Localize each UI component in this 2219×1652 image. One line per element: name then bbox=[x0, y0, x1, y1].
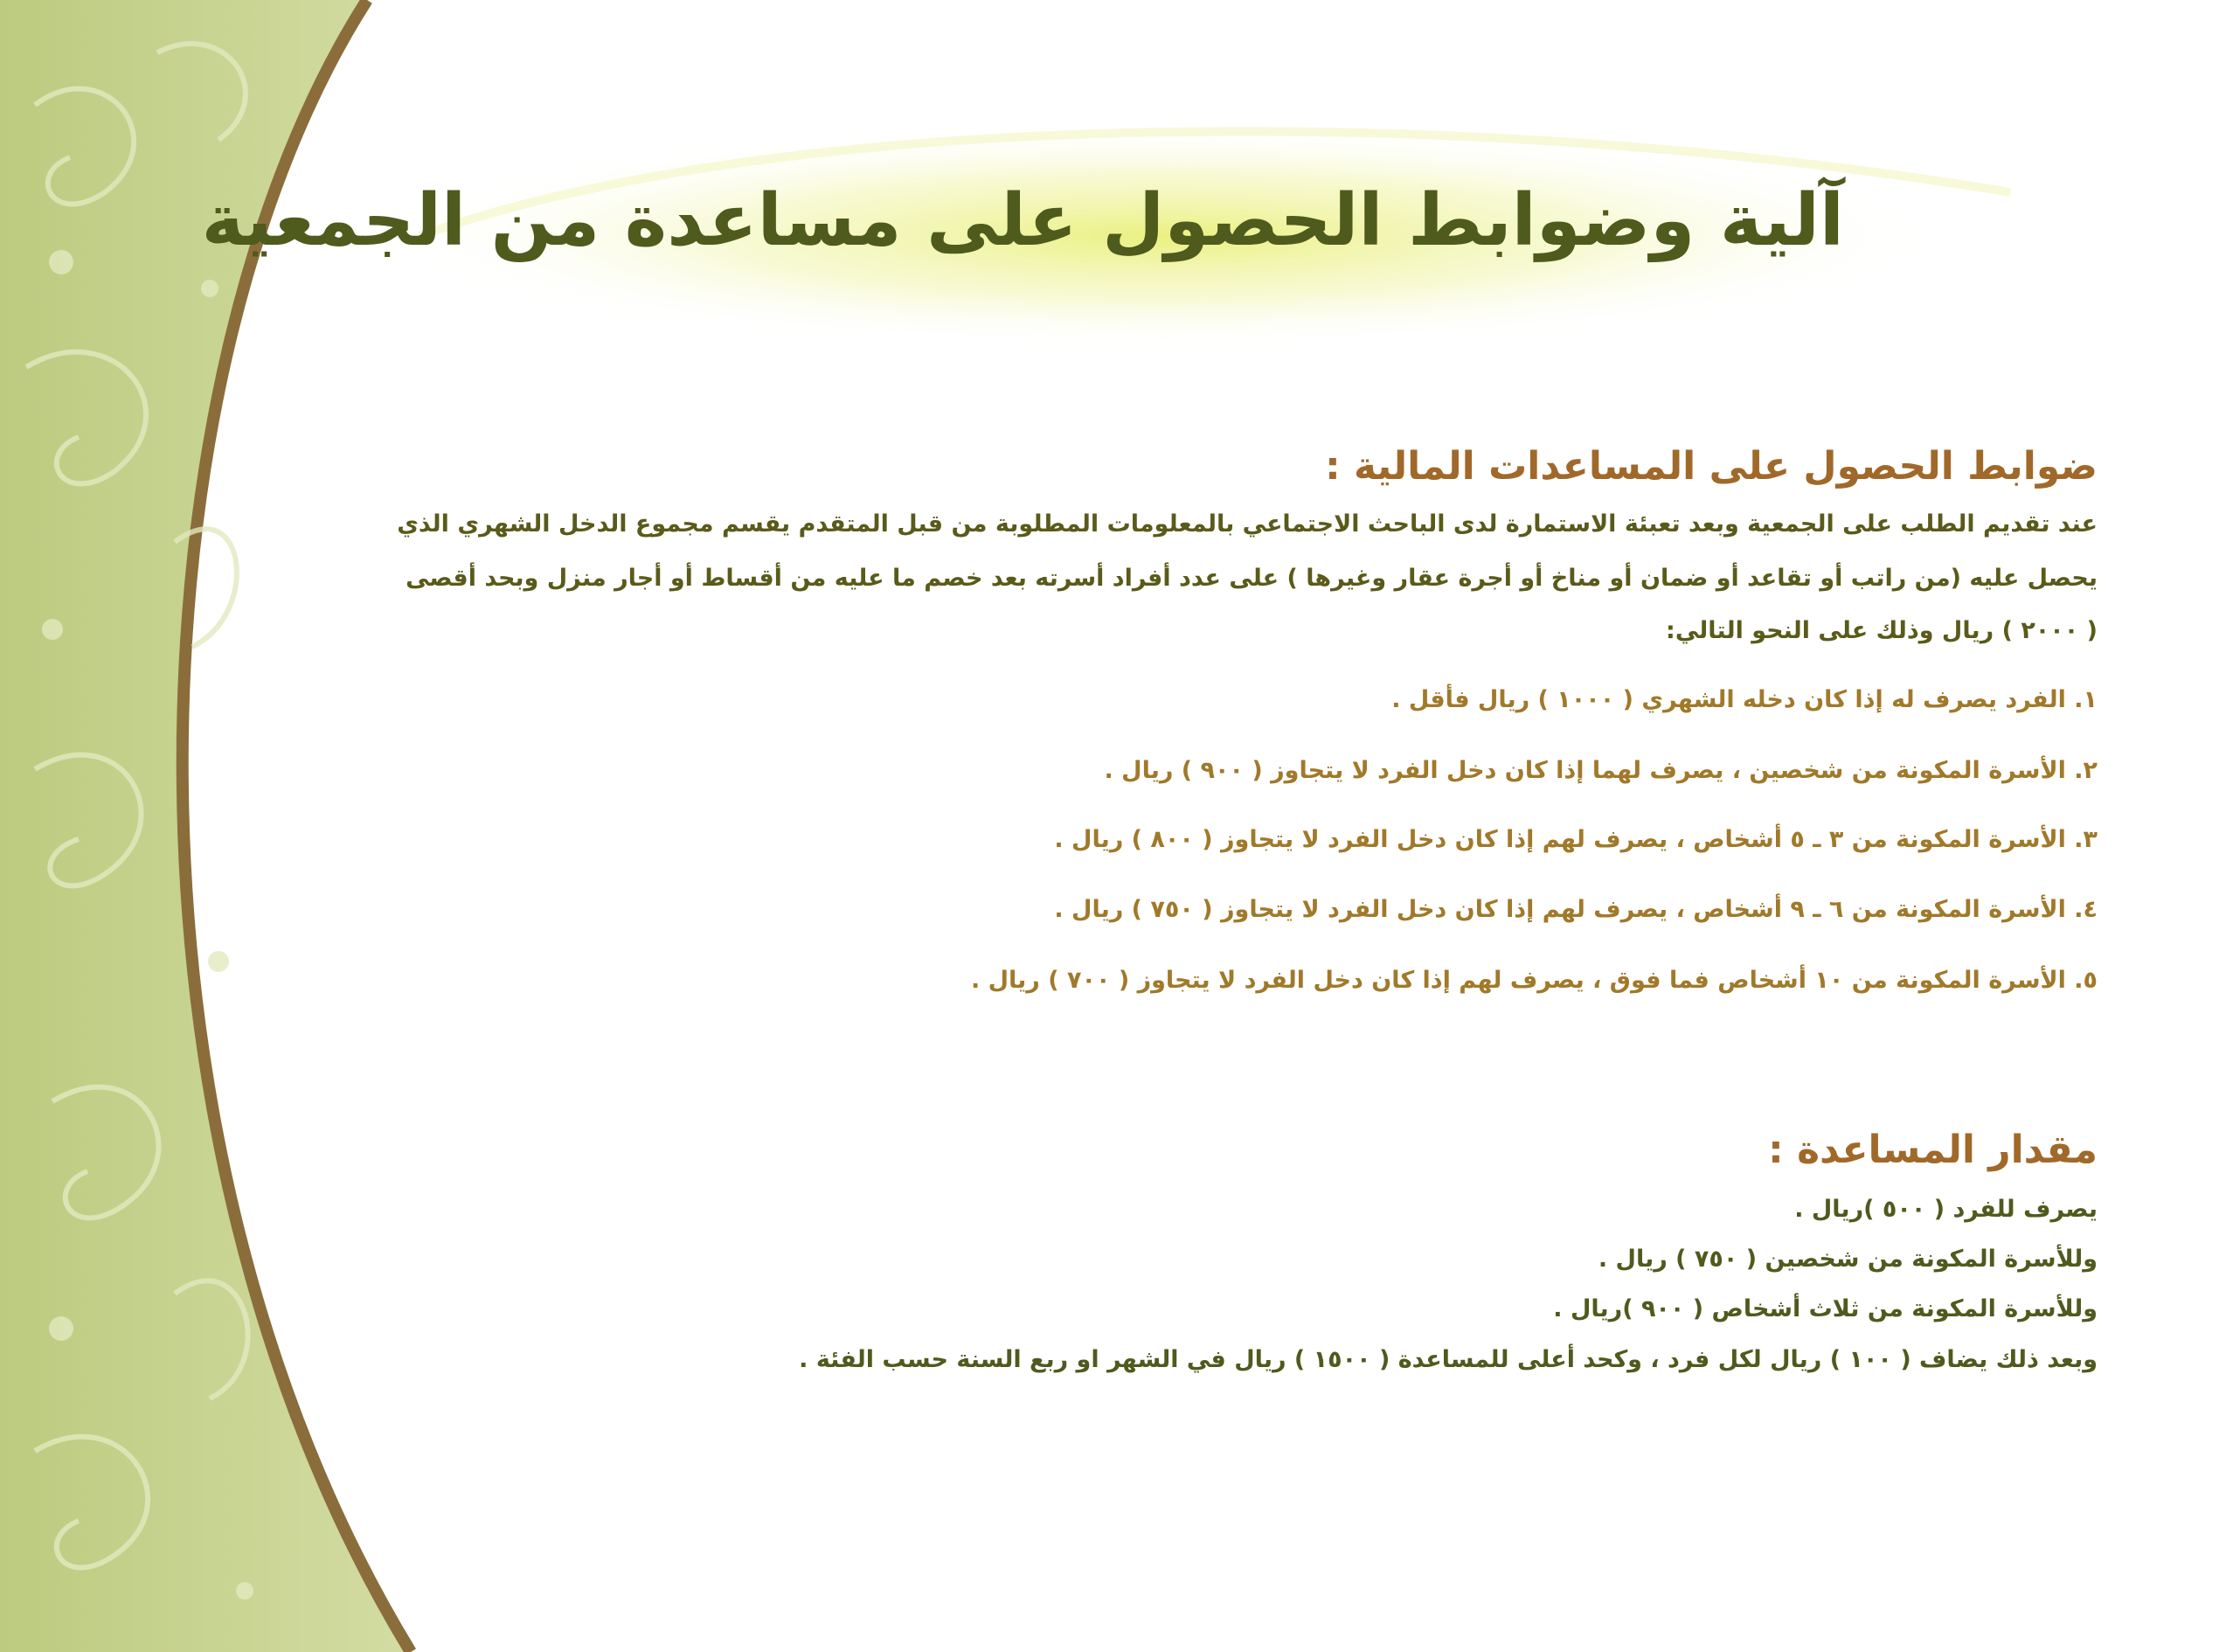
list-item: ٢. الأسرة المكونة من شخصين ، يصرف لهما إذا كان دخل الفرد لا يتجاوز ( ٩٠٠ ) ريال . bbox=[1104, 757, 2098, 784]
list-item: ١. الفرد يصرف له إذا كان دخله الشهري ( ١٠٠٠ ) ريال فأقل . bbox=[1391, 686, 2098, 713]
financial-heading: ضوابط الحصول على المساعدات المالية : bbox=[1325, 444, 2098, 489]
intro-line: عند تقديم الطلب على الجمعية وبعد تعبئة الاستمارة لدى الباحث الاجتماعي بالمعلومات المطلوبة من قبل المتقدم يقسم مجموع الدخل الشهري الذي bbox=[397, 510, 2098, 538]
amount-heading: مقدار المساعدة : bbox=[1768, 1128, 2098, 1172]
page-title: آلية وضوابط الحصول على مساعدة من الجمعية bbox=[201, 179, 1844, 262]
amount-line: وللأسرة المكونة من ثلاث أشخاص ( ٩٠٠ )ريال . bbox=[1553, 1295, 2098, 1322]
intro-line: يحصل عليه (من راتب أو تقاعد أو ضمان أو مناخ أو أجرة عقار وغيرها ) على عدد أفراد أسرته بعد خصم ما عليه من أقساط أو أجار منزل وبحد أقصى bbox=[406, 565, 2098, 592]
amount-line: يصرف للفرد ( ٥٠٠ )ريال . bbox=[1794, 1196, 2098, 1223]
amount-line: وللأسرة المكونة من شخصين ( ٧٥٠ ) ريال . bbox=[1598, 1246, 2098, 1273]
list-item: ٣. الأسرة المكونة من ٣ ـ ٥ أشخاص ، يصرف لهم إذا كان دخل الفرد لا يتجاوز ( ٨٠٠ ) ريال . bbox=[1054, 826, 2098, 853]
list-item: ٥. الأسرة المكونة من ١٠ أشخاص فما فوق ، يصرف لهم إذا كان دخل الفرد لا يتجاوز ( ٧٠٠ ) ريال . bbox=[970, 967, 2098, 994]
amount-line: وبعد ذلك يضاف ( ١٠٠ ) ريال لكل فرد ، وكحد أعلى للمساعدة ( ١٥٠٠ ) ريال في الشهر او ربع السنة حسب الفئة . bbox=[799, 1346, 2098, 1373]
document-content bbox=[175, 0, 2098, 1652]
list-item: ٤. الأسرة المكونة من ٦ ـ ٩ أشخاص ، يصرف لهم إذا كان دخل الفرد لا يتجاوز ( ٧٥٠ ) ريال . bbox=[1054, 896, 2098, 923]
intro-line: ( ٢٠٠٠ ) ريال وذلك على النحو التالي: bbox=[1666, 617, 2098, 644]
